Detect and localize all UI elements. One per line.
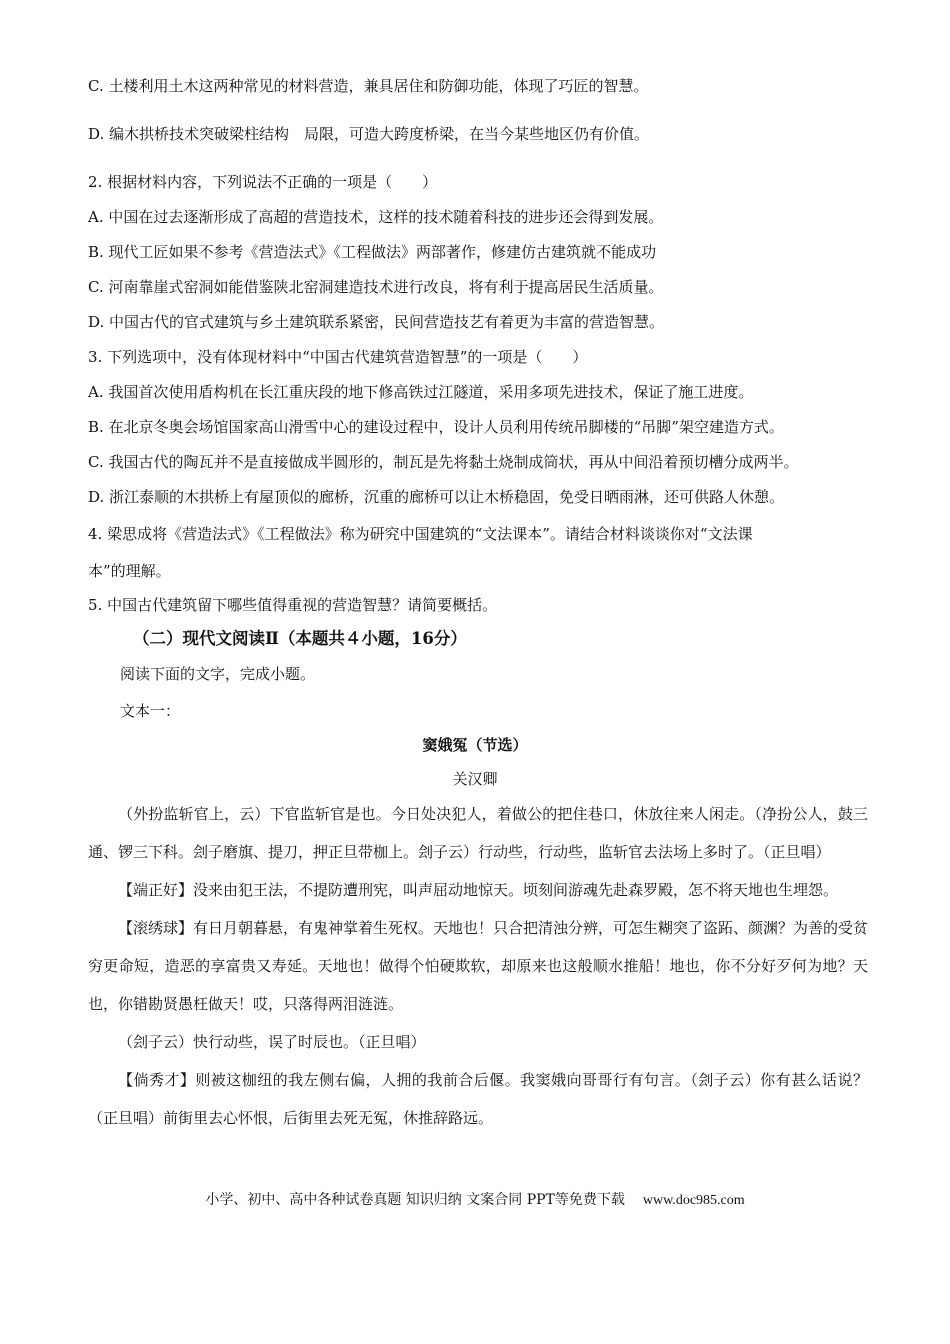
option-1d: D. 编木拱桥技术突破梁柱结构 局限，可造大跨度桥梁，在当今某些地区仍有价值。	[88, 125, 650, 143]
play-paragraph: 【端正好】没来由犯王法，不提防遭刑宪，叫声屈动地惊天。顷刻间游魂先赴森罗殿，怎不将天地也生埋怨。	[118, 881, 839, 899]
option-3b: B. 在北京冬奥会场馆国家高山滑雪中心的建设过程中，设计人员利用传统吊脚楼的“吊脚”架空建造方式。	[88, 418, 784, 436]
play-paragraph: （刽子云）快行动些，误了时辰也。（正旦唱）	[118, 1033, 426, 1051]
page-footer	[0, 1190, 950, 1211]
text-label: 文本一：	[120, 702, 181, 720]
option-2c: C. 河南靠崖式窑洞如能借鉴陕北窑洞建造技术进行改良，将有利于提高居民生活质量。	[88, 278, 664, 296]
option-1c: C. 土楼利用土木这两种常见的材料营造，兼具居住和防御功能，体现了巧匠的智慧。	[88, 77, 649, 95]
question-2: 2. 根据材料内容，下列说法不正确的一项是（ ）	[88, 173, 438, 191]
play-text	[88, 795, 868, 1137]
play-paragraph: 【倘秀才】则被这枷纽的我左侧右偏，人拥的我前合后偃。我窦娥向哥哥行有句言。（刽子云）你有甚么话说？（正旦唱）前街里去心怀恨，后街里去死无冤，休推辞路远。	[88, 1071, 868, 1127]
instruction-text: 阅读下面的文字，完成小题。	[120, 665, 316, 683]
option-2d: D. 中国古代的官式建筑与乡土建筑联系紧密，民间营造技艺有着更为丰富的营造智慧。	[88, 313, 665, 331]
question-5: 5. 中国古代建筑留下哪些值得重视的营造智慧？请简要概括。	[88, 596, 498, 614]
option-3c: C. 我国古代的陶瓦并不是直接做成半圆形的，制瓦是先将黏土烧制成筒状，再从中间沿着预切槽分成两半。	[88, 453, 799, 471]
question-4-continued: 本”的理解。	[88, 562, 171, 580]
option-2b: B. 现代工匠如果不参考《营造法式》《工程做法》两部著作，修建仿古建筑就不能成功	[88, 243, 657, 261]
question-4: 4. 梁思成将《营造法式》《工程做法》称为研究中国建筑的“文法课本”。请结合材料谈谈你对“文法课	[88, 525, 753, 543]
footer-url[interactable]: www.doc985.com	[642, 1193, 745, 1208]
option-2a: A. 中国在过去逐渐形成了高超的营造技术，这样的技术随着科技的进步还会得到发展。	[88, 208, 664, 226]
option-3a: A. 我国首次使用盾构机在长江重庆段的地下修高铁过江隧道，采用多项先进技术，保证了施工进度。	[88, 383, 754, 401]
play-paragraph: （外扮监斩官上，云）下官监斩官是也。今日处决犯人，着做公的把住巷口，休放往来人闲走。（净扮公人，鼓三通、锣三下科。刽子磨旗、提刀，押正旦带枷上。刽子云）行动些，行动些，监斩官去法场上多时了。（正旦唱）	[88, 805, 868, 861]
play-paragraph: 【滚绣球】有日月朝暮悬，有鬼神掌着生死权。天地也！只合把清浊分辨，可怎生糊突了盗跖、颜渊？为善的受贫穷更命短，造恶的享富贵又寿延。天地也！做得个怕硬欺软，却原来也这般顺水推船！地也，你不分好歹何为地？天也，你错勘贤愚枉做天！哎，只落得两泪涟涟。	[88, 919, 869, 1013]
option-3d: D. 浙江泰顺的木拱桥上有屋顶似的廊桥，沉重的廊桥可以让木桥稳固，免受日晒雨淋，还可供路人休憩。	[88, 488, 785, 506]
question-3: 3. 下列选项中，没有体现材料中“中国古代建筑营造智慧”的一项是（ ）	[88, 348, 588, 366]
play-title: 窦娥冤（节选）	[422, 736, 528, 754]
footer-text: 小学、初中、高中各种试卷真题 知识归纳 文案合同 PPT等免费下载	[205, 1192, 625, 1208]
section-heading: （二）现代文阅读Ⅱ（本题共４小题，16分）	[133, 629, 467, 648]
play-author: 关汉卿	[452, 770, 498, 788]
